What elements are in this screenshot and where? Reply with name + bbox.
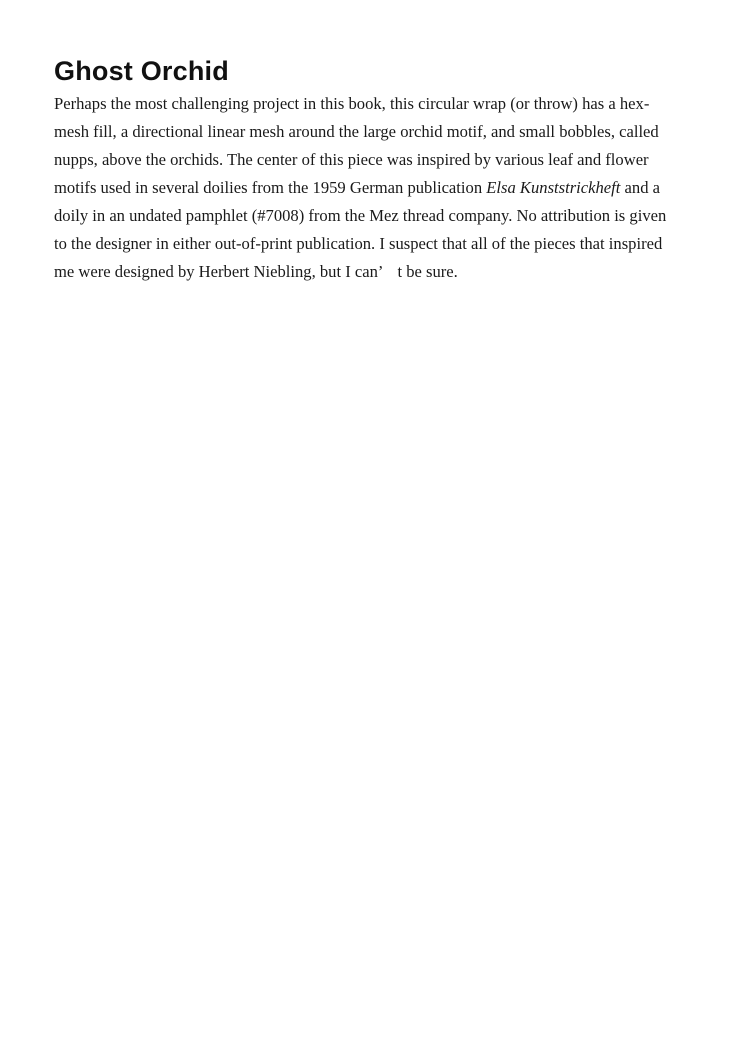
body-text-segment: and a [620,178,661,197]
body-text-segment: t be sure. [397,262,458,281]
body-text-line [54,262,458,282]
body-text-line: nupps, above the orchids. The center of this piece was inspired by various leaf and flower [54,150,649,169]
body-text-line: doily in an undated pamphlet (#7008) from the Mez thread company. No attribution is given [54,206,667,225]
body-text-segment: me were designed by Herbert Niebling, but I can’ [54,262,384,281]
publication-title: Elsa Kunststrickheft [486,178,621,197]
body-text-line: Perhaps the most challenging project in this book, this circular wrap (or throw) has a hex- [54,94,650,113]
page-title: Ghost Orchid [54,56,229,86]
body-text-segment: motifs used in several doilies from the 1959 German publication [54,178,487,197]
body-text-line: mesh fill, a directional linear mesh around the large orchid motif, and small bobbles, called [54,122,659,141]
body-text-line [54,178,660,198]
body-text-line: to the designer in either out-of-print publication. I suspect that all of the pieces that inspired [54,234,663,253]
